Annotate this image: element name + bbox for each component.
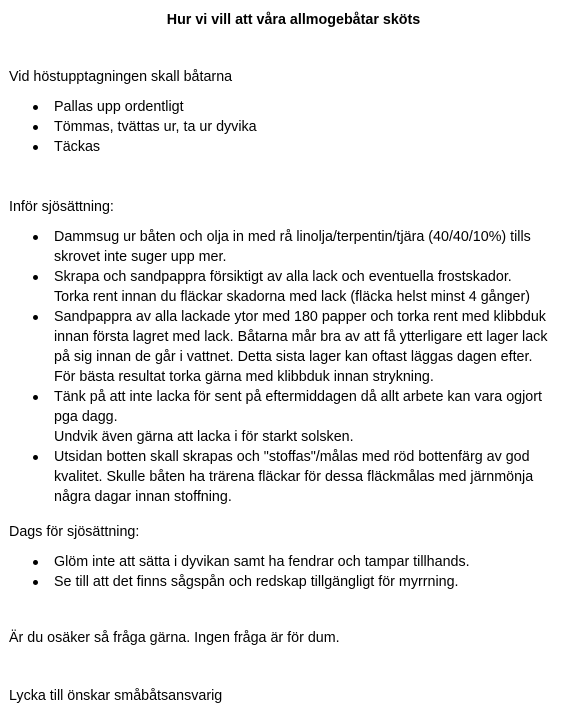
closing-note: Är du osäker så fråga gärna. Ingen fråga är för dum. (9, 630, 340, 646)
list-item: Pallas upp ordentligt (0, 97, 587, 117)
list-item: Täckas (0, 137, 587, 157)
list-item: Utsidan botten skall skrapas och "stoffas"/målas med röd bottenfärg av god kvalitet. Skulle båten ha trärena fläckar för dessa fläckmålas med järnmönja några dagar innan stoffning. (0, 447, 587, 507)
section-heading-launch-day: Dags för sjösättning: (9, 524, 140, 540)
list-item: Skrapa och sandpappra försiktigt av alla lack och eventuella frostskador. Torka rent innan du fläckar skadorna med lack (fläcka helst minst 4 gånger) (0, 267, 587, 307)
list-item: Glöm inte att sätta i dyvikan samt ha fendrar och tampar tillhands. (0, 552, 587, 572)
before-launch-list (0, 227, 587, 507)
signoff: Lycka till önskar småbåtsansvarig (9, 688, 223, 704)
section-heading-autumn: Vid höstupptagningen skall båtarna (9, 69, 233, 85)
list-item: Tänk på att inte lacka för sent på eftermiddagen då allt arbete kan vara ogjort pga dagg. Undvik även gärna att lacka i för starkt solsken. (0, 387, 587, 447)
list-item: Se till att det finns sågspån och redskap tillgängligt för myrrning. (0, 572, 587, 592)
launch-day-list (0, 552, 587, 592)
section-heading-before-launch: Inför sjösättning: (9, 199, 114, 215)
list-item: Dammsug ur båten och olja in med rå linolja/terpentin/tjära (40/40/10%) tills skrovet inte suger upp mer. (0, 227, 587, 267)
list-item: Sandpappra av alla lackade ytor med 180 papper och torka rent med klibbduk innan första lagret med lack. Båtarna mår bra av att få ytterligare ett lager lack på sig innan de går i vattnet. Detta sista lager kan oftast läggas dagen efter. För bästa resultat torka gärna med klibbduk innan strykning. (0, 307, 587, 387)
autumn-list (0, 97, 587, 157)
document-title: Hur vi vill att våra allmogebåtar sköts (166, 12, 421, 28)
list-item: Tömmas, tvättas ur, ta ur dyvika (0, 117, 587, 137)
